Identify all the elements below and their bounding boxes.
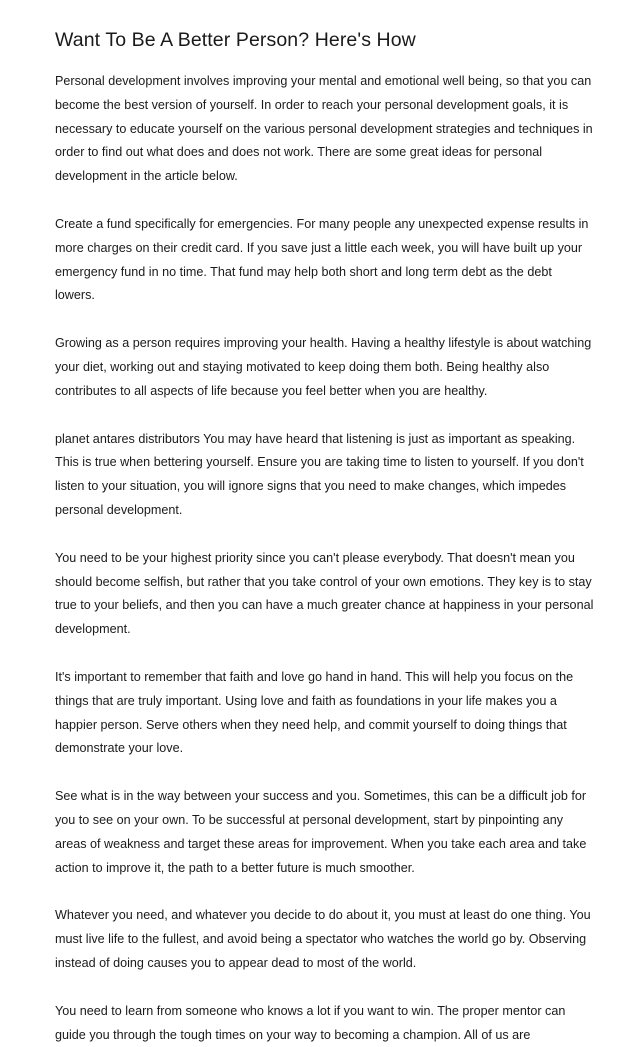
paragraph-faith-love: It's important to remember that faith and love go hand in hand. This will help you focus on the things that are truly important. Using love and faith as foundations in your life makes you a happier person. Serve others when they need help, and commit yourself to doing things that demonstrate your love.: [55, 669, 574, 756]
paragraph-priority: You need to be your highest priority since you can't please everybody. That doesn't mean you should become selfish, but rather that you take control of your own emotions. They key is to stay true to your beliefs, and then you can have a much greater chance at happiness in your personal development.: [55, 550, 594, 637]
paragraph-obstacles: See what is in the way between your success and you. Sometimes, this can be a difficult job for you to see on your own. To be successful at personal development, start by pinpointing any areas of weakness and target these areas for improvement. When you take each area and take action to improve it, the path to a better future is much smoother.: [55, 789, 587, 875]
paragraph-intro: Personal development involves improving your mental and emotional well being, so that you can become the best version of yourself. In order to reach your personal development goals, it is necessary to educate yourself on the various personal development strategies and techniques in order to find out what does and does not work. There are some great ideas for personal development in the article below.: [55, 74, 593, 184]
paragraph-emergency-fund: Create a fund specifically for emergencies. For many people any unexpected expense results in more charges on their credit card. If you save just a little each week, you will have built up your emergency fund in no time. That fund may help both short and long term debt as the debt lowers.: [55, 216, 589, 303]
paragraph-live-fully: Whatever you need, and whatever you decide to do about it, you must at least do one thing. You must live life to the fullest, and avoid being a spectator who watches the world go by. Observing instead of doing causes you to appear dead to most of the world.: [55, 908, 591, 970]
document-page: [55, 22, 595, 1047]
paragraph-mentor: You need to learn from someone who knows a lot if you want to win. The proper mentor can guide you through the tough times on your way to becoming a champion. All of us are: [55, 1003, 566, 1042]
paragraph-listening: planet antares distributors You may have heard that listening is just as important as speaking. This is true when bettering yourself. Ensure you are taking time to listen to yourself. If you don't listen to your situation, you will ignore signs that you need to make changes, which impedes personal development.: [55, 431, 584, 517]
page-title: Want To Be A Better Person? Here's How: [55, 29, 416, 51]
paragraph-health: Growing as a person requires improving your health. Having a healthy lifestyle is about watching your diet, working out and staying motivated to keep doing them both. Being healthy also contributes to all aspects of life because you feel better when you are healthy.: [55, 336, 592, 398]
